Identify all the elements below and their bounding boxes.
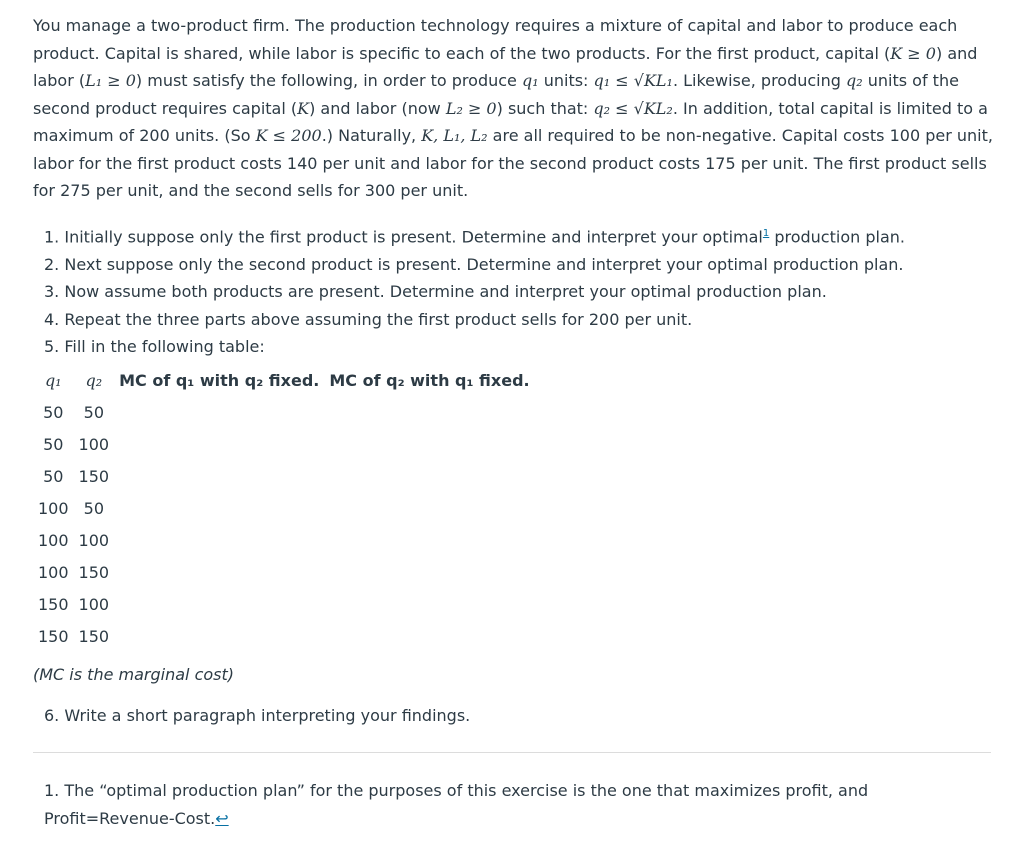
footnote-divider (33, 752, 991, 753)
mc-note: (MC is the marginal cost) (33, 665, 234, 684)
header-q2: q₂ (85, 370, 103, 390)
cell-mc-q1 (114, 524, 324, 556)
cell-q2: 50 (83, 498, 104, 518)
table-row (33, 460, 535, 492)
math-k: K (297, 98, 310, 118)
cell-mc-q2 (324, 524, 534, 556)
question-text: 1. Initially suppose only the first product is present. Determine and interpret your optimal (44, 227, 763, 247)
cell-q2: 100 (78, 434, 110, 454)
cell-mc-q1 (114, 556, 324, 588)
cell-q1: 150 (38, 626, 69, 646)
cell-q2: 50 (83, 402, 104, 422)
math-production-constraint-1: q₁ ≤ √KL₁ (593, 71, 673, 90)
cell-mc-q2 (324, 460, 534, 492)
question-list (44, 220, 905, 361)
cell-q1: 50 (43, 466, 64, 486)
intro-text: are all required to be non-negative. Capital costs 100 per unit, labor for the first product costs 140 per unit and labor for the second product costs 175 per unit. The first product sells for 275 per unit, and the second sells for 300 per unit. (33, 126, 993, 200)
question-2: 2. Next suppose only the second product is present. Determine and interpret your optimal production plan. (44, 254, 904, 274)
cell-mc-q1 (114, 396, 324, 428)
table-header-row (33, 364, 535, 396)
cell-mc-q2 (324, 428, 534, 460)
cell-mc-q1 (114, 460, 324, 492)
footnote-text: 1. The “optimal production plan” for the purposes of this exercise is the one that maximizes profit, and Profit=Revenue-Cost. (44, 781, 869, 828)
cell-q1: 100 (38, 562, 69, 582)
cell-mc-q1 (114, 588, 324, 620)
table-row (33, 588, 535, 620)
cell-mc-q2 (324, 492, 534, 524)
cell-q1: 50 (43, 402, 64, 422)
footnote (44, 777, 944, 833)
intro-text: You manage a two-product firm. The production technology requires a mixture of capital and labor to produce each product. Capital is shared, while labor is specific to each of the two products. For the first product, capital ( (33, 16, 958, 63)
cell-mc-q2 (324, 556, 534, 588)
question-6: 6. Write a short paragraph interpreting your findings. (44, 706, 471, 725)
cell-q1: 150 (38, 594, 69, 614)
math-q1: q₁ (521, 71, 539, 90)
problem-intro (33, 12, 993, 205)
table-row (33, 396, 535, 428)
math-k-nonneg: K ≥ 0 (890, 43, 936, 63)
cell-mc-q2 (324, 620, 534, 652)
intro-text: ) such that: (496, 98, 594, 118)
table-row (33, 492, 535, 524)
table-row (33, 556, 535, 588)
math-l2-nonneg: L₂ ≥ 0 (445, 98, 497, 118)
table-row (33, 524, 535, 556)
cell-mc-q1 (114, 620, 324, 652)
intro-text: ) and labor (now (309, 98, 446, 118)
footnote-back-link[interactable]: ↩ (215, 809, 229, 828)
cell-q2: 100 (78, 530, 110, 550)
cell-mc-q2 (324, 588, 534, 620)
cell-q1: 100 (38, 530, 69, 550)
table-row (33, 428, 535, 460)
intro-text: ) and labor ( (33, 43, 978, 90)
question-4: 4. Repeat the three parts above assuming the first product sells for 200 per unit. (44, 309, 693, 329)
cell-mc-q1 (114, 492, 324, 524)
header-mc-q1: MC of q₁ with q₂ fixed. (119, 370, 320, 390)
math-production-constraint-2: q₂ ≤ √KL₂ (593, 98, 673, 118)
question-5: 5. Fill in the following table: (44, 337, 265, 357)
mc-table (33, 364, 535, 652)
intro-text: . Likewise, producing (672, 71, 846, 90)
question-text: production plan. (769, 227, 905, 247)
table-row (33, 620, 535, 652)
math-l1-nonneg: L₁ ≥ 0 (85, 71, 136, 90)
intro-text: .) Naturally, (321, 126, 422, 145)
intro-text: units: (538, 71, 594, 90)
intro-text: . In addition, total capital is limited to a maximum of 200 units. (So (33, 98, 988, 145)
math-q2: q₂ (846, 71, 863, 90)
cell-q1: 50 (43, 434, 64, 454)
cell-q1: 100 (38, 498, 69, 518)
header-q1: q₁ (44, 370, 62, 390)
intro-text: units of the second product requires capital ( (33, 71, 959, 118)
cell-mc-q1 (114, 428, 324, 460)
question-1 (44, 220, 905, 251)
cell-q2: 100 (78, 594, 110, 614)
math-capital-limit: K ≤ 200 (255, 126, 322, 145)
footnote-ref-link[interactable]: 1 (762, 228, 770, 239)
question-3: 3. Now assume both products are present. Determine and interpret your optimal production plan. (44, 282, 827, 302)
header-mc-q2: MC of q₂ with q₁ fixed. (329, 370, 530, 390)
cell-q2: 150 (78, 562, 110, 582)
cell-mc-q2 (324, 396, 534, 428)
intro-text: ) must satisfy the following, in order to produce (135, 71, 522, 90)
cell-q2: 150 (78, 466, 110, 486)
cell-q2: 150 (78, 626, 110, 646)
math-variables: K, L₁, L₂ (421, 126, 488, 145)
